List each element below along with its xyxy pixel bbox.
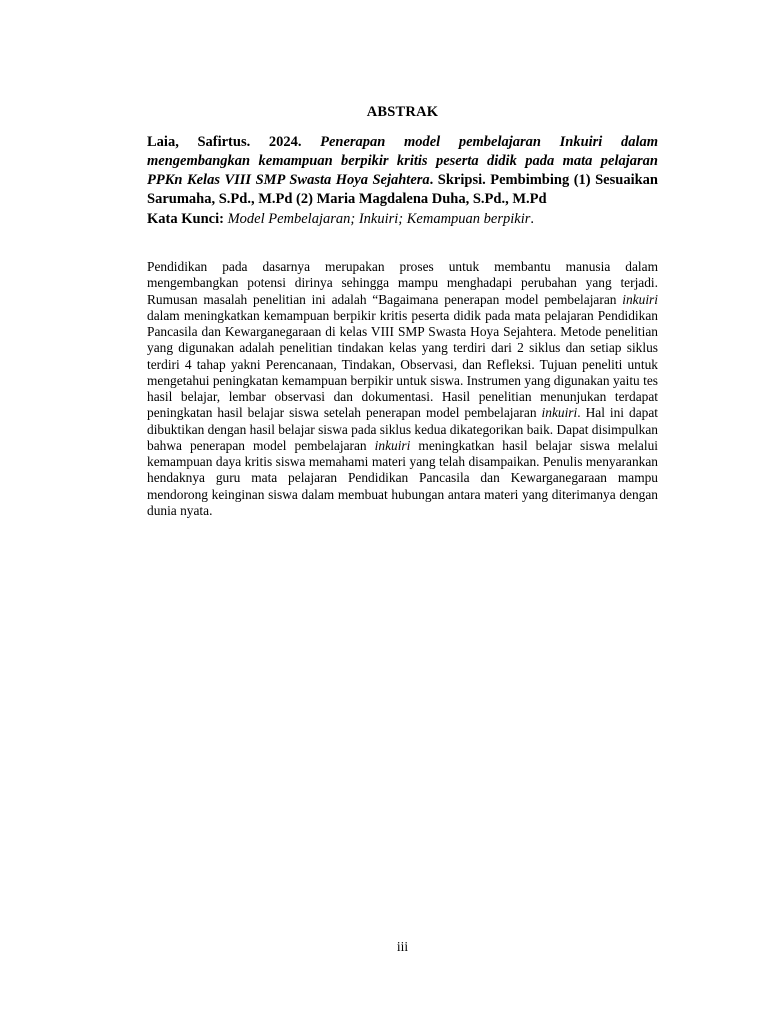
citation-thesis-title: Penerapan model pembelajaran Inkuiri dalam mengembangkan kemampuan berpikir kritis peserta didik pada mata pelajaran PPKn Kelas VIII SMP Swasta Hoya Sejahtera	[147, 134, 659, 188]
citation-supervisors: Pembimbing (1) Sesuaikan Sarumaha, S.Pd., M.Pd (2) Maria Magdalena Duha, S.Pd., M.Pd	[147, 172, 658, 207]
keywords-label: Kata Kunci:	[147, 211, 224, 227]
abstract-text-3: . Hal ini dapat dibuktikan dengan hasil belajar siswa pada siklus kedua dikategorikan baik. Dapat disimpulkan bahwa penerapan model pembelajaran	[147, 405, 658, 453]
bibliographic-citation	[147, 133, 658, 209]
abstract-term-inkuiri-3: inkuiri	[374, 437, 411, 453]
abstract-text-1: Pendidikan pada dasarnya merupakan proses untuk membantu manusia dalam mengembangkan potensi dirinya sehingga mampu menghadapi perubahan yang terjadi. Rumusan masalah penelitian ini adalah “Bagaimana penerapan model pembelajaran	[147, 259, 658, 307]
document-page	[147, 0, 658, 1024]
abstract-term-inkuiri-2: inkuiri	[541, 405, 578, 421]
abstract-text-4: meningkatkan hasil belajar siswa melalui kemampuan daya kritis siswa memahami materi yang telah disampaikan. Penulis menyarankan hendaknya guru mata pelajaran Pendidikan Pancasila dan Kewarganegaraan mampu mendorong keinginan siswa dalam membuat hubungan antara materi yang diterimanya dengan dunia nyata.	[147, 437, 658, 518]
abstract-term-inkuiri-1: inkuiri	[622, 291, 658, 307]
abstract-paragraph	[147, 259, 658, 519]
citation-title-period: .	[429, 172, 434, 188]
keywords-value: Model Pembelajaran; Inkuiri; Kemampuan berpikir	[227, 211, 531, 227]
citation-type: Skripsi.	[437, 172, 486, 188]
abstract-text-2: dalam meningkatkan kemampuan berpikir kritis peserta didik pada mata pelajaran Pendidikan Pancasila dan Kewarganegaraan di kelas VIII SMP Swasta Hoya Sejahtera. Metode penelitian yang digunakan adalah penelitian tindakan kelas yang terdiri dari 2 siklus dan setiap siklus terdiri 4 tahap yakni Perencanaan, Tindakan, Observasi, dan Refleksi. Tujuan peneliti untuk mengetahui peningkatan kemampuan berpikir untuk siswa. Instrumen yang digunakan yaitu tes hasil belajar, lembar observasi dan dokumentasi. Hasil penelitian menunjukan terdapat peningkatan hasil belajar siswa setelah penerapan model pembelajaran	[147, 307, 658, 421]
keywords-line	[147, 210, 658, 229]
abstract-title: ABSTRAK	[366, 104, 439, 120]
page-number: iii	[396, 939, 409, 954]
citation-year: 2024.	[268, 134, 302, 150]
keywords-end: .	[530, 211, 535, 227]
citation-author: Laia, Safirtus.	[147, 134, 251, 150]
